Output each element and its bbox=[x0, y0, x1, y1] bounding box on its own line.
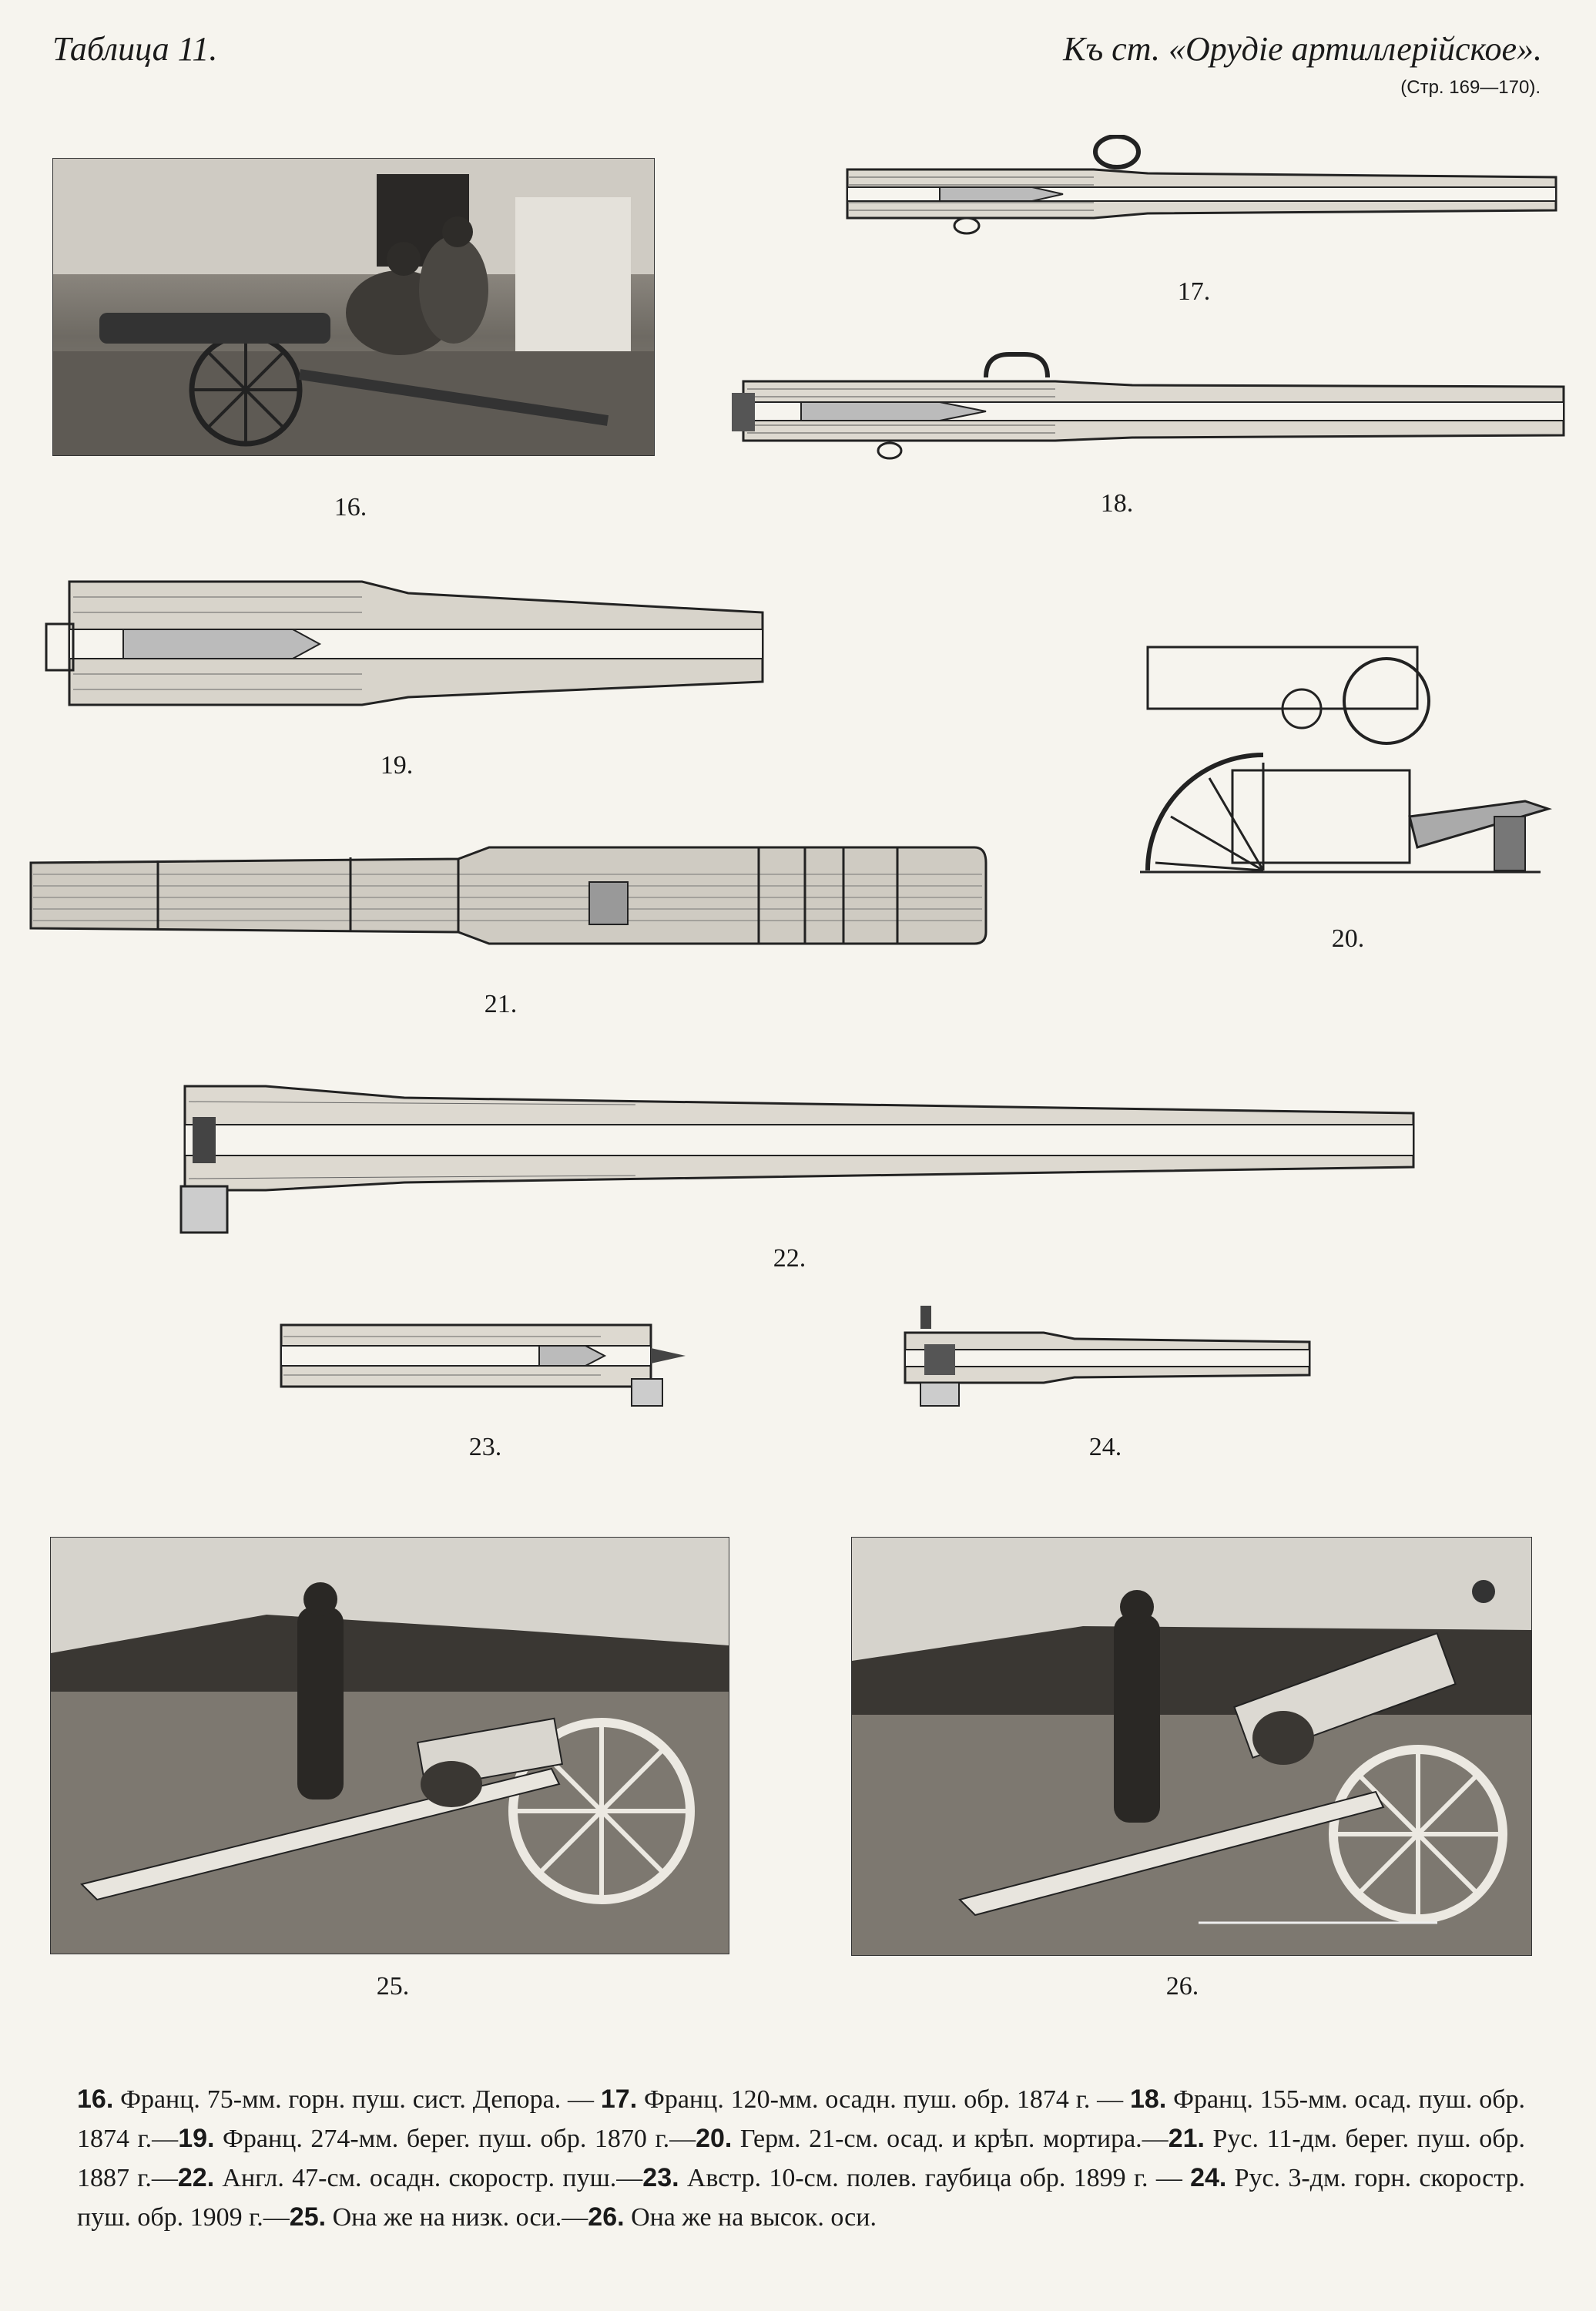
figure-20-label: 20. bbox=[1331, 924, 1365, 953]
figure-21-drawing bbox=[27, 836, 990, 951]
caption-num: 19. bbox=[178, 2124, 215, 2153]
caption-text: Австр. 10-см. полев. гаубица обр. 1899 г. — bbox=[679, 2164, 1191, 2192]
caption-num: 22. bbox=[177, 2163, 215, 2192]
caption-text: Англ. 47-см. осадн. скоростр. пуш.— bbox=[214, 2164, 643, 2192]
caption-text: Герм. 21-см. осад. и крѣп. мортира.— bbox=[732, 2125, 1168, 2153]
caption-text: Она же на высок. оси. bbox=[624, 2203, 877, 2232]
figure-18-drawing bbox=[732, 339, 1571, 478]
figure-19-drawing bbox=[39, 566, 778, 720]
caption-num: 20. bbox=[696, 2124, 733, 2153]
caption-text: Франц. 75-мм. горн. пуш. сист. Депора. — bbox=[113, 2085, 601, 2114]
caption-text: Она же на низк. оси.— bbox=[326, 2203, 588, 2232]
caption-text: Франц. 120-мм. осадн. пуш. обр. 1874 г. — bbox=[637, 2085, 1130, 2114]
article-reference: Къ ст. «Орудіе артиллерійское». bbox=[1063, 30, 1542, 68]
caption-text: Франц. 274-мм. берег. пуш. обр. 1870 г.— bbox=[214, 2125, 696, 2153]
figure-23-label: 23. bbox=[468, 1433, 502, 1461]
caption-num: 16. bbox=[77, 2085, 114, 2114]
figure-22-drawing bbox=[173, 1071, 1421, 1236]
figure-24-label: 24. bbox=[1088, 1433, 1122, 1461]
caption-num: 26. bbox=[588, 2202, 625, 2232]
page-reference: (Стр. 169—170). bbox=[1400, 77, 1541, 98]
caption-num: 17. bbox=[600, 2085, 638, 2114]
caption-text: Франц. 155-мм. осад. пуш. обр. 1874 г.— bbox=[77, 2085, 1525, 2153]
figure-17-label: 17. bbox=[1177, 277, 1211, 306]
figure-24-drawing bbox=[890, 1302, 1321, 1410]
figure-19-label: 19. bbox=[380, 751, 414, 780]
figure-26-photo bbox=[851, 1537, 1532, 1956]
figure-25-label: 25. bbox=[376, 1972, 410, 2001]
caption-num: 18. bbox=[1130, 2085, 1167, 2114]
caption-text: Рус. 3-дм. горн. скоростр. пуш. обр. 1909 г.— bbox=[77, 2164, 1525, 2232]
figure-20-drawing bbox=[1125, 632, 1556, 878]
figure-16-label: 16. bbox=[334, 493, 367, 522]
figure-16-photo bbox=[52, 158, 655, 456]
figure-26-label: 26. bbox=[1165, 1972, 1199, 2001]
figure-21-label: 21. bbox=[484, 990, 518, 1018]
caption-text: Рус. 11-дм. берег. пуш. обр. 1887 г.— bbox=[77, 2125, 1525, 2192]
figure-23-drawing bbox=[277, 1306, 701, 1410]
figure-17-drawing bbox=[840, 135, 1564, 266]
figure-18-label: 18. bbox=[1100, 489, 1134, 518]
figure-22-label: 22. bbox=[773, 1244, 806, 1273]
plate-title: Таблица 11. bbox=[52, 30, 218, 68]
plate-caption bbox=[77, 2080, 1525, 2237]
caption-num: 21. bbox=[1168, 2124, 1205, 2153]
figure-25-photo bbox=[50, 1537, 729, 1954]
caption-num: 25. bbox=[289, 2202, 327, 2232]
caption-num: 23. bbox=[642, 2163, 679, 2192]
caption-num: 24. bbox=[1190, 2163, 1227, 2192]
